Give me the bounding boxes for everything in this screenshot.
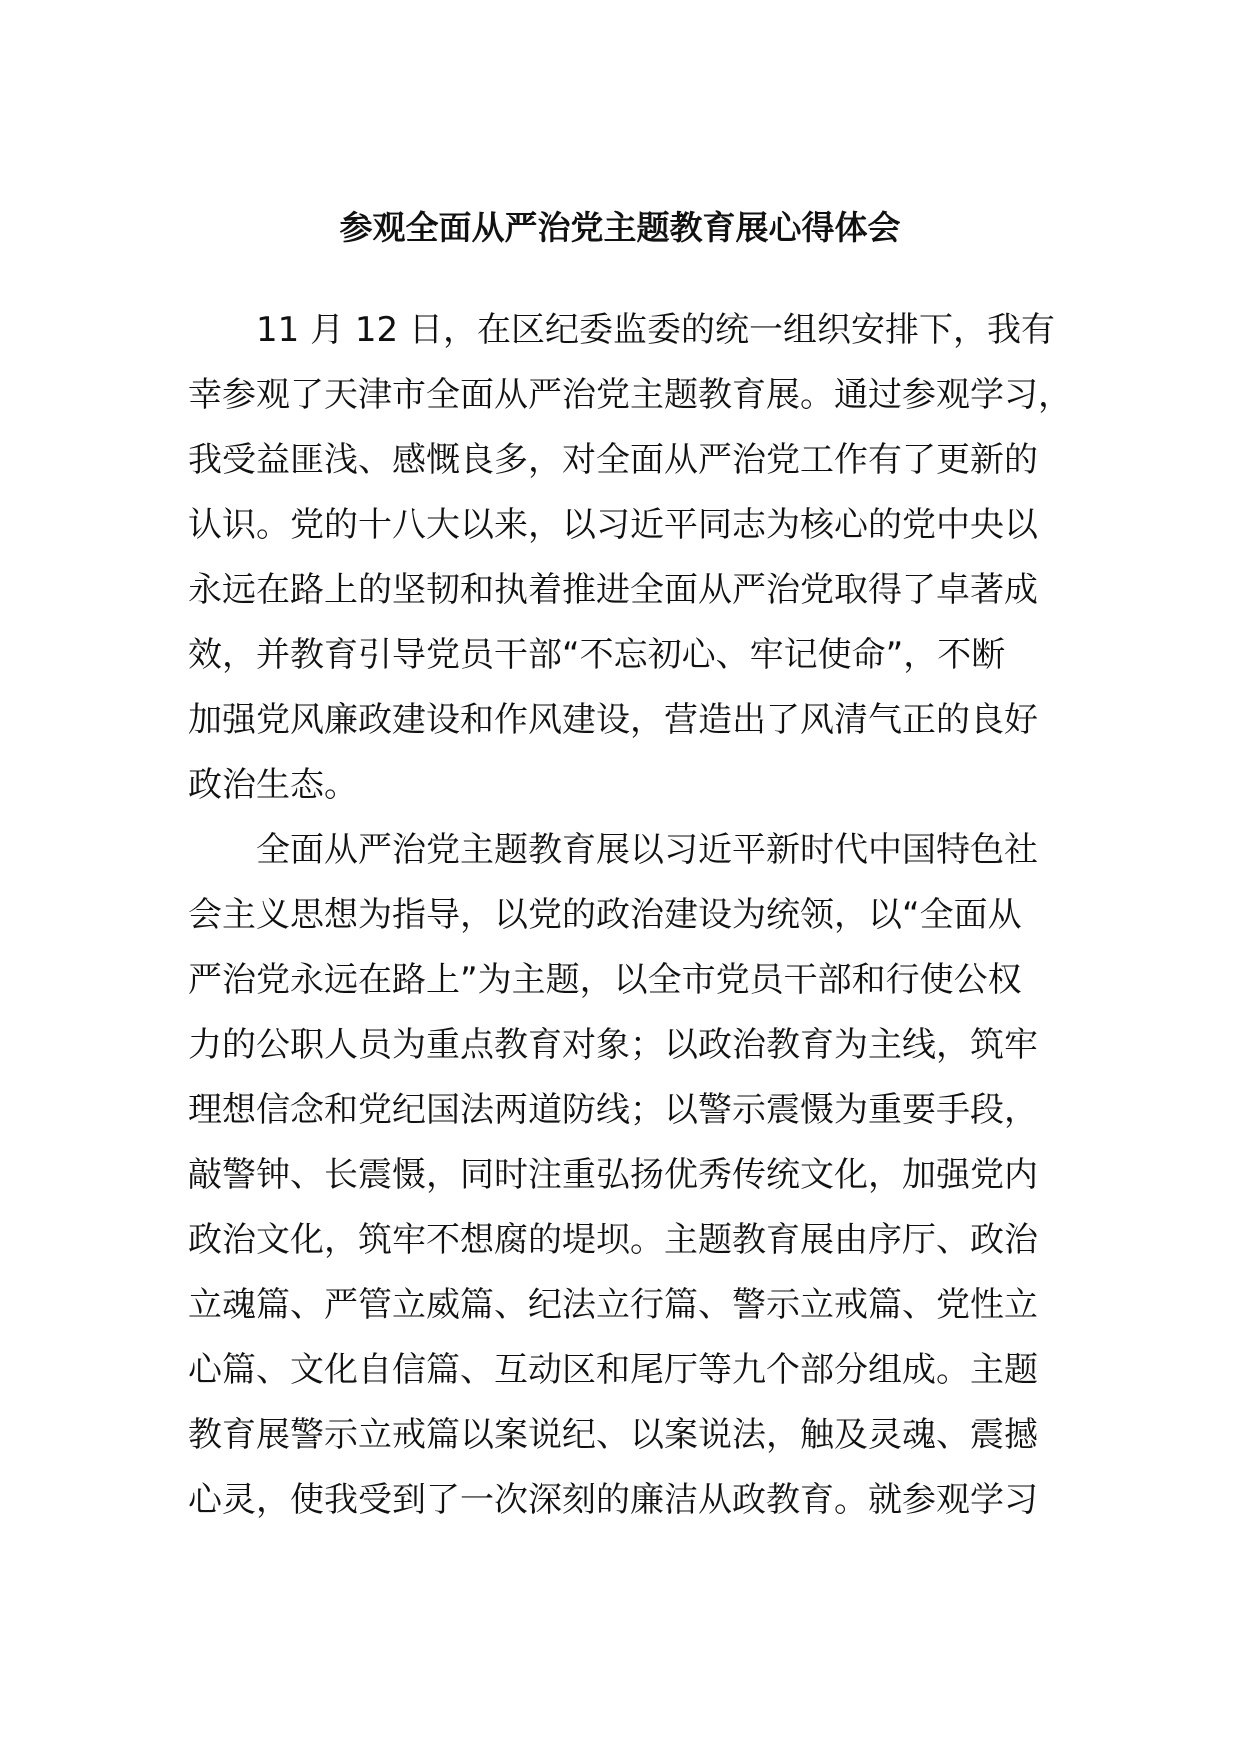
text-line: 敲警钟、长震慑，同时注重弘扬优秀传统文化，加强党内 (188, 1155, 1038, 1195)
text-line: 全面从严治党主题教育展以习近平新时代中国特色社 (256, 830, 1038, 870)
text-line: 加强党风廉政建设和作风建设，营造出了风清气正的良好 (188, 700, 1038, 740)
text-line: 政治文化，筑牢不想腐的堤坝。主题教育展由序厅、政治 (188, 1220, 1038, 1260)
document-title: 参观全面从严治党主题教育展心得体会 (339, 208, 901, 247)
text-line: 严治党永远在路上”为主题，以全市党员干部和行使公权 (188, 960, 1022, 1000)
text-line: 幸参观了天津市全面从严治党主题教育展。通过参观学习， (188, 375, 1072, 415)
text-line: 我受益匪浅、感慨良多，对全面从严治党工作有了更新的 (188, 440, 1038, 480)
text-line: 会主义思想为指导，以党的政治建设为统领，以“全面从 (188, 895, 1022, 935)
text-line: 力的公职人员为重点教育对象；以政治教育为主线，筑牢 (188, 1025, 1038, 1065)
text-line: 认识。党的十八大以来，以习近平同志为核心的党中央以 (188, 505, 1038, 545)
text-line: 教育展警示立戒篇以案说纪、以案说法，触及灵魂、震撼 (188, 1415, 1038, 1455)
text-line: 11 月 12 日，在区纪委监委的统一组织安排下，我有 (256, 310, 1055, 350)
text-line: 心灵，使我受到了一次深刻的廉洁从政教育。就参观学习 (188, 1480, 1038, 1520)
text-line: 心篇、文化自信篇、互动区和尾厅等九个部分组成。主题 (188, 1350, 1038, 1390)
text-line: 效，并教育引导党员干部“不忘初心、牢记使命”，不断 (188, 635, 1006, 675)
text-line: 政治生态。 (188, 765, 358, 805)
text-line: 立魂篇、严管立威篇、纪法立行篇、警示立戒篇、党性立 (188, 1285, 1038, 1325)
text-line: 永远在路上的坚韧和执着推进全面从严治党取得了卓著成 (188, 570, 1038, 610)
document-body (188, 298, 1088, 1533)
text-line: 理想信念和党纪国法两道防线；以警示震慑为重要手段， (188, 1090, 1038, 1130)
